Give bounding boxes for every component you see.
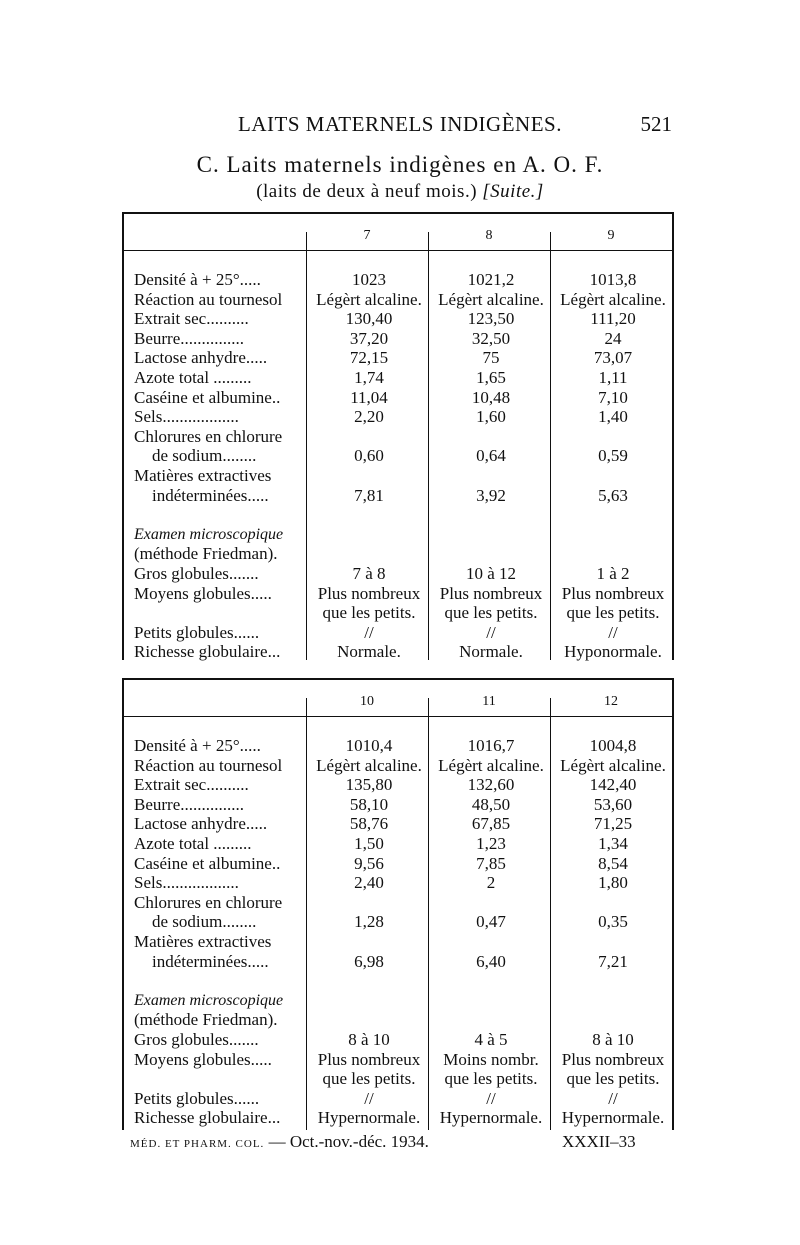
- table-row: [124, 1030, 672, 1050]
- table-cell: 7 à 8: [352, 564, 386, 583]
- table-cell: 1,34: [598, 834, 628, 853]
- table-cell: 1,28: [354, 912, 384, 932]
- row-label: Matières extractives: [134, 466, 272, 485]
- row-label: Richesse globulaire...: [134, 1108, 281, 1128]
- table-row: [124, 854, 672, 874]
- data-table-2: [122, 678, 674, 1130]
- table-cell: 7,85: [476, 853, 506, 873]
- table-cell: 72,15: [349, 348, 389, 368]
- table-cell: Légèrt alcaline.: [316, 755, 422, 775]
- table-row: [124, 991, 672, 1011]
- table-cell: Moins nombr.: [443, 1049, 539, 1069]
- row-label: Examen microscopique: [134, 525, 284, 543]
- table-row: [124, 544, 672, 564]
- table-cell: 7,10: [598, 387, 628, 407]
- table-row: [124, 736, 672, 756]
- row-label: Examen microscopique: [134, 991, 284, 1009]
- column-header: 12: [604, 694, 618, 709]
- table-row: [124, 756, 672, 776]
- table-cell: que les petits.: [322, 1069, 416, 1089]
- table-cell: 1,11: [598, 368, 628, 387]
- column-header: 9: [607, 228, 615, 243]
- row-label: Extrait sec..........: [134, 775, 249, 795]
- table-cell: 1,65: [476, 368, 506, 387]
- column-header: 10: [360, 694, 374, 709]
- table-cell: 132,60: [467, 775, 515, 795]
- table-cell: 11,04: [350, 387, 388, 407]
- table-cell: 53,60: [593, 794, 633, 814]
- table-cell: que les petits.: [444, 1069, 538, 1089]
- suite-label: [Suite.]: [482, 181, 544, 202]
- table-row: [124, 564, 672, 584]
- row-label: indéterminées.....: [152, 485, 269, 505]
- row-label: Beurre...............: [134, 328, 245, 348]
- table-cell: Hypernormale.: [317, 1108, 421, 1128]
- table-cell: Hypernormale.: [561, 1108, 665, 1128]
- table-cell: 0,47: [476, 912, 506, 932]
- subtitle-text: (laits de deux à neuf mois.): [256, 181, 478, 202]
- table-cell: 8 à 10: [592, 1030, 634, 1049]
- table-cell: Plus nombreux: [317, 583, 421, 603]
- table-cell: 1013,8: [589, 270, 637, 289]
- table-cell: Légèrt alcaline.: [560, 289, 666, 309]
- table-cell: 0,59: [598, 446, 628, 466]
- row-label: (méthode Friedman).: [134, 1010, 278, 1030]
- table-cell: //: [608, 622, 618, 642]
- table-cell: 10,48: [471, 387, 511, 407]
- table-cell: 1010,4: [345, 736, 393, 755]
- row-label: Réaction au tournesol: [134, 289, 283, 309]
- table-cell: 48,50: [471, 794, 511, 814]
- table-cell: que les petits.: [566, 603, 660, 623]
- table-cell: Plus nombreux: [317, 1049, 421, 1069]
- table-row: [124, 873, 672, 893]
- row-label: indéterminées.....: [152, 951, 269, 971]
- table-cell: que les petits.: [322, 603, 416, 623]
- table-cell: 2,20: [354, 407, 384, 427]
- table-cell: 32,50: [471, 328, 511, 348]
- row-label: Densité à + 25°.....: [134, 270, 261, 289]
- table-row: [124, 446, 672, 466]
- table-cell: 71,25: [593, 814, 633, 834]
- row-label: Petits globules......: [134, 622, 260, 642]
- row-label: Caséine et albumine..: [134, 387, 281, 407]
- header-rule: [124, 716, 672, 717]
- table-cell: 0,60: [354, 446, 384, 466]
- row-label: Sels..................: [134, 873, 239, 893]
- row-label: Chlorures en chlorure: [134, 892, 283, 912]
- table-row: [124, 388, 672, 408]
- header-rule: [124, 250, 672, 251]
- table-row: [124, 603, 672, 623]
- table-row: [124, 407, 672, 427]
- table-row: [124, 834, 672, 854]
- table-row: [124, 1108, 672, 1128]
- table-cell: //: [486, 622, 496, 642]
- table-cell: 0,64: [476, 446, 506, 466]
- table-cell: 0,35: [598, 912, 628, 932]
- table-cell: 5,63: [598, 485, 628, 505]
- table-row: [124, 642, 672, 662]
- table-cell: 4 à 5: [474, 1030, 508, 1049]
- table-row: [124, 584, 672, 604]
- table-cell: Normale.: [459, 642, 523, 662]
- table-row: [124, 348, 672, 368]
- data-table-1: [122, 212, 674, 660]
- table-row: [124, 893, 672, 913]
- row-label: de sodium........: [152, 912, 257, 932]
- table-row: [124, 1050, 672, 1070]
- table-cell: //: [608, 1088, 618, 1108]
- table-cell: 9,56: [354, 853, 384, 873]
- row-label: Extrait sec..........: [134, 309, 249, 329]
- section-subtitle: [0, 181, 800, 203]
- table-cell: 24: [604, 328, 622, 348]
- table-row: [124, 329, 672, 349]
- table-row: [124, 1010, 672, 1030]
- table-cell: Plus nombreux: [439, 583, 543, 603]
- table-cell: Plus nombreux: [561, 583, 665, 603]
- signature-mark: XXXII–33: [562, 1132, 636, 1151]
- row-label: Gros globules.......: [134, 1030, 259, 1049]
- row-label: Moyens globules.....: [134, 583, 272, 603]
- row-label: Densité à + 25°.....: [134, 736, 261, 755]
- table-row: [124, 368, 672, 388]
- table-cell: Légèrt alcaline.: [316, 289, 422, 309]
- table-cell: 111,20: [590, 309, 636, 329]
- table-cell: 6,40: [476, 951, 506, 971]
- table-row: [124, 1069, 672, 1089]
- table-row: [124, 814, 672, 834]
- table-cell: 1,23: [476, 834, 506, 853]
- table-cell: //: [364, 622, 374, 642]
- row-label: Petits globules......: [134, 1088, 260, 1108]
- table-cell: 1,74: [354, 368, 384, 387]
- footer: [130, 1132, 429, 1152]
- row-label: Sels..................: [134, 407, 239, 427]
- row-label: Azote total .........: [134, 368, 252, 387]
- table-row: [124, 505, 672, 525]
- table-cell: 1 à 2: [596, 564, 630, 583]
- table-row: [124, 932, 672, 952]
- table-row: [124, 309, 672, 329]
- table-cell: 1,40: [598, 407, 628, 427]
- table-cell: 75: [482, 348, 500, 368]
- journal-name: MÉD. ET PHARM. COL.: [130, 1138, 265, 1150]
- table-cell: 1,80: [598, 873, 628, 893]
- page-number: 521: [640, 112, 672, 136]
- table-row: [124, 427, 672, 447]
- table-cell: 1023: [352, 270, 386, 289]
- table-cell: 37,20: [349, 328, 389, 348]
- table-cell: 8,54: [598, 853, 628, 873]
- running-head: [0, 112, 800, 142]
- table-row: [124, 486, 672, 506]
- table-cell: Hyponormale.: [564, 642, 662, 662]
- section-title: C. Laits maternels indigènes en A. O. F.: [196, 152, 604, 177]
- table-cell: 8 à 10: [348, 1030, 390, 1049]
- table-cell: 58,76: [349, 814, 389, 834]
- table-row: [124, 525, 672, 545]
- table-cell: //: [364, 1088, 374, 1108]
- running-title: LAITS MATERNELS INDIGÈNES.: [238, 112, 562, 136]
- table-cell: 2,40: [354, 873, 384, 893]
- table-cell: 73,07: [593, 348, 633, 368]
- table-cell: //: [486, 1088, 496, 1108]
- table-cell: 67,85: [471, 814, 511, 834]
- table-cell: 2: [486, 873, 496, 893]
- table-cell: 6,98: [354, 951, 384, 971]
- row-label: Chlorures en chlorure: [134, 426, 283, 446]
- table-row: [124, 270, 672, 290]
- table-cell: 123,50: [467, 309, 515, 329]
- table-cell: 3,92: [476, 485, 506, 505]
- table-cell: 142,40: [589, 775, 637, 795]
- table-cell: Plus nombreux: [561, 1049, 665, 1069]
- column-header: 11: [482, 694, 496, 709]
- table-cell: que les petits.: [444, 603, 538, 623]
- column-header: 7: [363, 228, 371, 243]
- row-label: Lactose anhydre.....: [134, 814, 268, 834]
- row-label: Gros globules.......: [134, 564, 259, 583]
- row-label: Moyens globules.....: [134, 1049, 272, 1069]
- table-cell: Hypernormale.: [439, 1108, 543, 1128]
- table-cell: Légèrt alcaline.: [560, 755, 666, 775]
- table-cell: 1021,2: [467, 270, 515, 289]
- row-label: Matières extractives: [134, 932, 272, 951]
- table-cell: que les petits.: [566, 1069, 660, 1089]
- table-row: [124, 912, 672, 932]
- table-row: [124, 290, 672, 310]
- row-label: de sodium........: [152, 446, 257, 466]
- table-cell: 1,50: [354, 834, 384, 853]
- table-cell: 130,40: [345, 309, 393, 329]
- table-cell: 1,60: [476, 407, 506, 427]
- table-cell: 7,81: [354, 485, 384, 505]
- table-row: [124, 952, 672, 972]
- table-row: [124, 795, 672, 815]
- row-label: Réaction au tournesol: [134, 755, 283, 775]
- table-row: [124, 775, 672, 795]
- table-cell: Légèrt alcaline.: [438, 755, 544, 775]
- row-label: Lactose anhydre.....: [134, 348, 268, 368]
- table-cell: 10 à 12: [465, 564, 517, 583]
- row-label: Azote total .........: [134, 834, 252, 853]
- row-label: Richesse globulaire...: [134, 642, 281, 662]
- row-label: Caséine et albumine..: [134, 853, 281, 873]
- table-cell: 58,10: [349, 794, 389, 814]
- table-cell: Légèrt alcaline.: [438, 289, 544, 309]
- row-label: (méthode Friedman).: [134, 544, 278, 564]
- issue-date: — Oct.-nov.-déc. 1934.: [268, 1132, 429, 1151]
- table-row: [124, 623, 672, 643]
- table-row: [124, 971, 672, 991]
- column-header: 8: [485, 228, 493, 243]
- table-cell: 1004,8: [589, 736, 637, 755]
- table-cell: 1016,7: [467, 736, 515, 755]
- table-cell: 135,80: [345, 775, 393, 795]
- table-cell: Normale.: [337, 642, 401, 662]
- table-row: [124, 466, 672, 486]
- row-label: Beurre...............: [134, 794, 245, 814]
- table-cell: 7,21: [598, 951, 628, 971]
- table-row: [124, 1089, 672, 1109]
